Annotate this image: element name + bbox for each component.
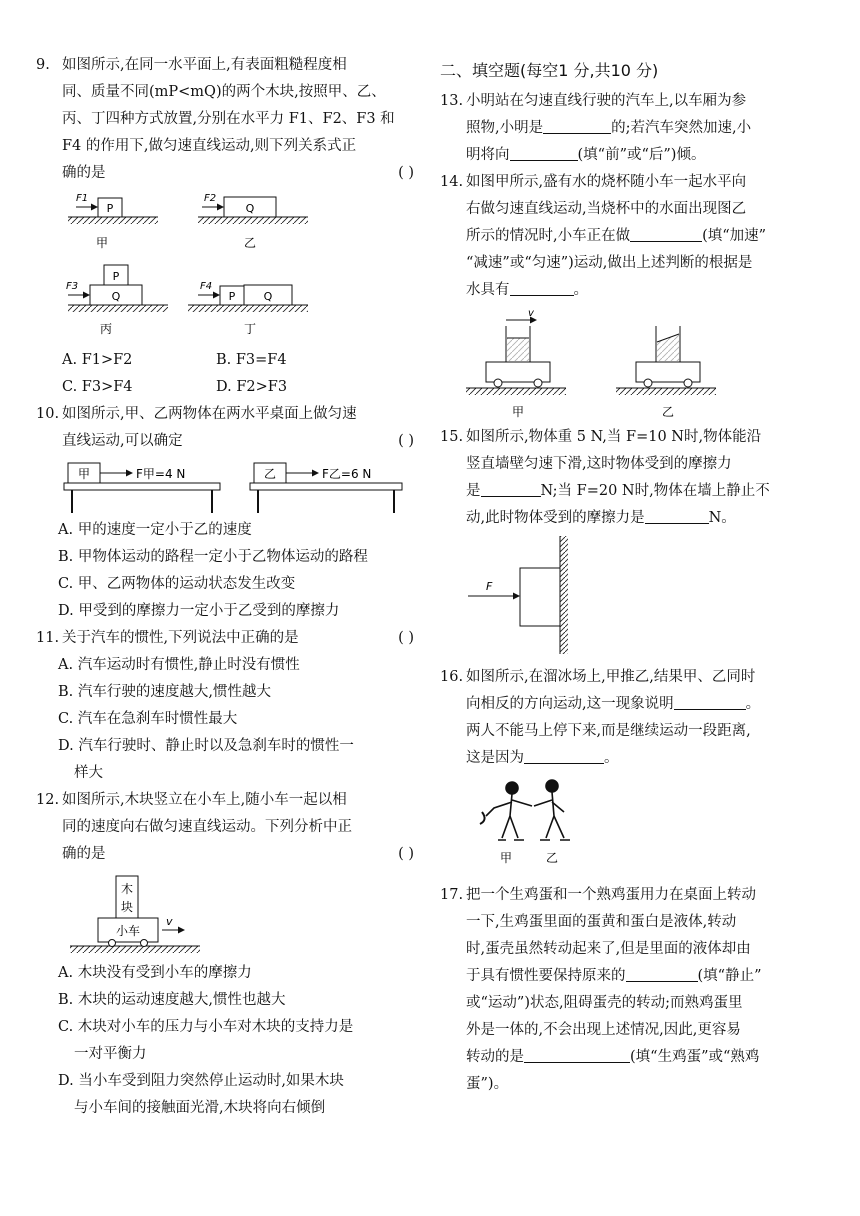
skater-jia-illustration bbox=[480, 782, 532, 840]
velocity-label: v bbox=[166, 915, 173, 928]
question-text-tail: 确的是 bbox=[62, 165, 106, 181]
text-seg: 所示的情况时,小车正在做 bbox=[466, 228, 631, 244]
text-seg: 。 bbox=[573, 282, 588, 298]
question-text-line: 同的速度向右做匀速直线运动。下列分析中正 bbox=[62, 819, 352, 835]
text-seg: 是 bbox=[466, 483, 481, 499]
question-15 bbox=[440, 424, 832, 658]
question-text-line: 如图所示,在溜冰场上,甲推乙,结果甲、乙同时 bbox=[466, 669, 756, 685]
question-text-line bbox=[440, 963, 832, 990]
force-f-label: F bbox=[486, 580, 493, 593]
block-q-label: Q bbox=[263, 290, 273, 303]
question-text-line: “减速”或“匀速”)运动,做出上述判断的根据是 bbox=[466, 255, 753, 271]
answer-blank[interactable] bbox=[543, 117, 611, 134]
text-seg: 水具有 bbox=[466, 282, 510, 298]
q9-figure bbox=[36, 187, 422, 347]
question-number: 11. bbox=[36, 630, 60, 646]
question-text-line: 右做匀速直线运动,当烧杯中的水面出现图乙 bbox=[466, 201, 747, 217]
text-seg: 。 bbox=[745, 696, 761, 712]
question-text-line bbox=[440, 505, 832, 532]
q14-figure bbox=[440, 304, 832, 420]
option-c: C. 甲、乙两物体的运动状态发生改变 bbox=[58, 576, 296, 592]
question-text-line: 小明站在匀速直线行驶的汽车上,以车厢为参 bbox=[466, 93, 747, 109]
text-seg: (填“前”或“后”)倾。 bbox=[577, 147, 706, 163]
option-b: B. 甲物体运动的路程一定小于乙物体运动的路程 bbox=[58, 549, 368, 565]
question-text-line: 丙、丁四种方式放置,分别在水平力 F1、F2、F3 和 bbox=[62, 111, 395, 127]
answer-blank[interactable] bbox=[510, 144, 578, 161]
label-yi: 乙 bbox=[243, 236, 257, 250]
question-13 bbox=[440, 88, 832, 169]
question-12 bbox=[36, 787, 422, 1122]
block-q-label: Q bbox=[111, 290, 121, 303]
option-c: C. 木块对小车的压力与小车对木块的支持力是 bbox=[58, 1019, 354, 1035]
text-seg: 转动的是 bbox=[466, 1049, 524, 1065]
question-text-line: 把一个生鸡蛋和一个熟鸡蛋用力在桌面上转动 bbox=[466, 887, 756, 903]
velocity-label: v bbox=[528, 308, 534, 319]
question-text-line: 如图所示,物体重 5 N,当 F=10 N时,物体能沿 bbox=[466, 429, 762, 445]
block-p-label: P bbox=[112, 270, 120, 283]
question-16 bbox=[440, 664, 832, 868]
question-text-line: 两人不能马上停下来,而是继续运动一段距离, bbox=[466, 723, 751, 739]
text-seg: 动,此时物体受到的摩擦力是 bbox=[466, 510, 645, 526]
option-c: C. F3>F4 bbox=[62, 379, 133, 395]
text-seg: 于具有惯性要保持原来的 bbox=[466, 968, 626, 984]
text-seg: N;当 F=20 N时,物体在墙上静止不 bbox=[540, 483, 770, 499]
option-b: B. 木块的运动速度越大,惯性也越大 bbox=[58, 992, 286, 1008]
answer-blank[interactable] bbox=[674, 693, 746, 710]
option-a: A. F1>F2 bbox=[62, 352, 133, 368]
block-label-1: 木 bbox=[120, 882, 134, 896]
question-text-line bbox=[440, 142, 832, 169]
option-c-cont: 一对平衡力 bbox=[74, 1046, 147, 1062]
skater-yi-illustration bbox=[534, 780, 570, 840]
text-seg: 照物,小明是 bbox=[466, 120, 544, 136]
question-number: 16. bbox=[440, 669, 464, 685]
option-d: D. F2>F3 bbox=[216, 379, 288, 395]
question-text-line: F4 的作用下,做匀速直线运动,则下列关系式正 bbox=[62, 138, 357, 154]
question-text-line: 同、质量不同(mP<mQ)的两个木块,按照甲、乙、 bbox=[62, 84, 386, 100]
question-text-line bbox=[36, 625, 422, 652]
options-row bbox=[36, 374, 422, 401]
question-number: 17. bbox=[440, 887, 464, 903]
label-jia: 甲 bbox=[95, 236, 109, 250]
question-text-line bbox=[36, 841, 422, 868]
text-seg: N。 bbox=[708, 510, 736, 526]
question-17 bbox=[440, 882, 832, 1098]
answer-paren: ( ) bbox=[398, 630, 414, 646]
q16-figure bbox=[440, 772, 832, 868]
question-text-line bbox=[440, 478, 832, 505]
label-bing: 丙 bbox=[99, 322, 113, 336]
question-11 bbox=[36, 625, 422, 787]
question-text-line: 蛋”)。 bbox=[466, 1076, 509, 1092]
question-text-line: 如图所示,在同一水平面上,有表面粗糙程度相 bbox=[62, 57, 347, 73]
answer-blank[interactable] bbox=[481, 480, 541, 497]
question-number: 13. bbox=[440, 93, 464, 109]
cart-label: 小车 bbox=[115, 924, 141, 938]
text-seg: 明将向 bbox=[466, 147, 510, 163]
figure-yi bbox=[198, 193, 308, 250]
text-seg: 。 bbox=[604, 750, 619, 766]
question-number: 15. bbox=[440, 429, 464, 445]
option-a: A. 汽车运动时有惯性,静止时没有惯性 bbox=[58, 657, 300, 673]
right-column bbox=[440, 56, 832, 1098]
figure-jia bbox=[466, 308, 566, 419]
left-column bbox=[36, 52, 422, 1122]
text-seg: (填“加速” bbox=[702, 228, 767, 244]
option-a: A. 木块没有受到小车的摩擦力 bbox=[58, 965, 252, 981]
question-text-line: 如图所示,甲、乙两物体在两水平桌面上做匀速 bbox=[62, 406, 357, 422]
figure-bing bbox=[66, 265, 168, 336]
force-f1-label: F1 bbox=[76, 193, 89, 204]
figure-ding bbox=[188, 281, 308, 336]
answer-blank[interactable] bbox=[630, 225, 702, 242]
text-seg: (填“静止” bbox=[697, 968, 762, 984]
figure-yi bbox=[616, 326, 716, 419]
question-14 bbox=[440, 169, 832, 420]
question-text-line: 外是一体的,不会出现上述情况,因此,更容易 bbox=[466, 1022, 741, 1038]
figure-jia bbox=[68, 193, 158, 250]
question-number: 12. bbox=[36, 792, 60, 808]
question-text-line: 如图所示,木块竖立在小车上,随小车一起以相 bbox=[62, 792, 347, 808]
force-f2-label: F2 bbox=[204, 193, 217, 204]
question-text-line: 或“运动”)状态,阻碍蛋壳的转动;而熟鸡蛋里 bbox=[466, 995, 743, 1011]
force-yi-label: F乙=6 N bbox=[322, 467, 372, 481]
answer-blank[interactable] bbox=[524, 747, 604, 764]
option-d: D. 甲受到的摩擦力一定小于乙受到的摩擦力 bbox=[58, 603, 340, 619]
text-seg: 的;若汽车突然加速,小 bbox=[611, 120, 752, 136]
option-b: B. 汽车行驶的速度越大,惯性越大 bbox=[58, 684, 271, 700]
answer-blank[interactable] bbox=[626, 965, 698, 982]
block-q-label: Q bbox=[245, 202, 255, 215]
q10-figure bbox=[36, 455, 422, 517]
question-text-line: 竖直墙壁匀速下滑,这时物体受到的摩擦力 bbox=[466, 456, 732, 472]
question-text-line: 一下,生鸡蛋里面的蛋黄和蛋白是液体,转动 bbox=[466, 914, 737, 930]
option-d: D. 汽车行驶时、静止时以及急刹车时的惯性一 bbox=[58, 738, 354, 754]
question-number: 14. bbox=[440, 174, 464, 190]
object-jia-label: 甲 bbox=[77, 467, 91, 481]
question-text-line bbox=[36, 428, 422, 455]
force-f4-label: F4 bbox=[200, 281, 213, 292]
force-f3-label: F3 bbox=[66, 281, 79, 292]
question-text-line bbox=[440, 745, 832, 772]
text-seg: (填“生鸡蛋”或“熟鸡 bbox=[630, 1049, 760, 1065]
question-text-line bbox=[440, 115, 832, 142]
question-text-line bbox=[440, 223, 832, 250]
answer-blank[interactable] bbox=[510, 279, 574, 296]
text-seg: 这是因为 bbox=[466, 750, 524, 766]
question-text-tail: 直线运动,可以确定 bbox=[62, 433, 183, 449]
label-jia: 甲 bbox=[511, 405, 525, 419]
option-d-cont: 样大 bbox=[74, 765, 103, 781]
question-10 bbox=[36, 401, 422, 625]
question-text-line bbox=[36, 160, 422, 187]
option-a: A. 甲的速度一定小于乙的速度 bbox=[58, 522, 252, 538]
question-text-line: 如图甲所示,盛有水的烧杯随小车一起水平向 bbox=[466, 174, 747, 190]
force-jia-label: F甲=4 N bbox=[136, 467, 186, 481]
question-number: 10. bbox=[36, 406, 60, 422]
question-number: 9. bbox=[36, 57, 50, 73]
label-ding: 丁 bbox=[243, 322, 257, 336]
section-title: 二、填空题(每空1 分,共10 分) bbox=[440, 61, 659, 80]
option-b: B. F3=F4 bbox=[216, 352, 287, 368]
answer-paren: ( ) bbox=[398, 165, 414, 181]
question-text-line bbox=[440, 277, 832, 304]
label-yi: 乙 bbox=[545, 851, 559, 865]
answer-blank[interactable] bbox=[645, 507, 709, 524]
question-text-tail: 确的是 bbox=[62, 846, 106, 862]
question-9 bbox=[36, 52, 422, 401]
answer-blank[interactable] bbox=[524, 1046, 630, 1063]
question-text-line bbox=[440, 691, 832, 718]
q12-figure bbox=[36, 868, 422, 960]
answer-paren: ( ) bbox=[398, 433, 414, 449]
question-text-line bbox=[440, 1044, 832, 1071]
q15-figure bbox=[440, 532, 832, 658]
answer-paren: ( ) bbox=[398, 846, 414, 862]
option-d: D. 当小车受到阻力突然停止运动时,如果木块 bbox=[58, 1073, 344, 1089]
question-text-line: 时,蛋壳虽然转动起来了,但是里面的液体却由 bbox=[466, 941, 751, 957]
block-p-label: P bbox=[228, 290, 236, 303]
options-row bbox=[36, 347, 422, 374]
question-text-tail: 关于汽车的惯性,下列说法中正确的是 bbox=[62, 630, 299, 646]
option-c: C. 汽车在急刹车时惯性最大 bbox=[58, 711, 238, 727]
block-p-label: P bbox=[106, 202, 114, 215]
object-yi-label: 乙 bbox=[263, 467, 277, 481]
block-label-2: 块 bbox=[120, 900, 134, 914]
label-jia: 甲 bbox=[499, 851, 513, 865]
option-d-cont: 与小车间的接触面光滑,木块将向右倾倒 bbox=[74, 1100, 326, 1116]
text-seg: 向相反的方向运动,这一现象说明 bbox=[466, 696, 674, 712]
label-yi: 乙 bbox=[661, 405, 675, 419]
